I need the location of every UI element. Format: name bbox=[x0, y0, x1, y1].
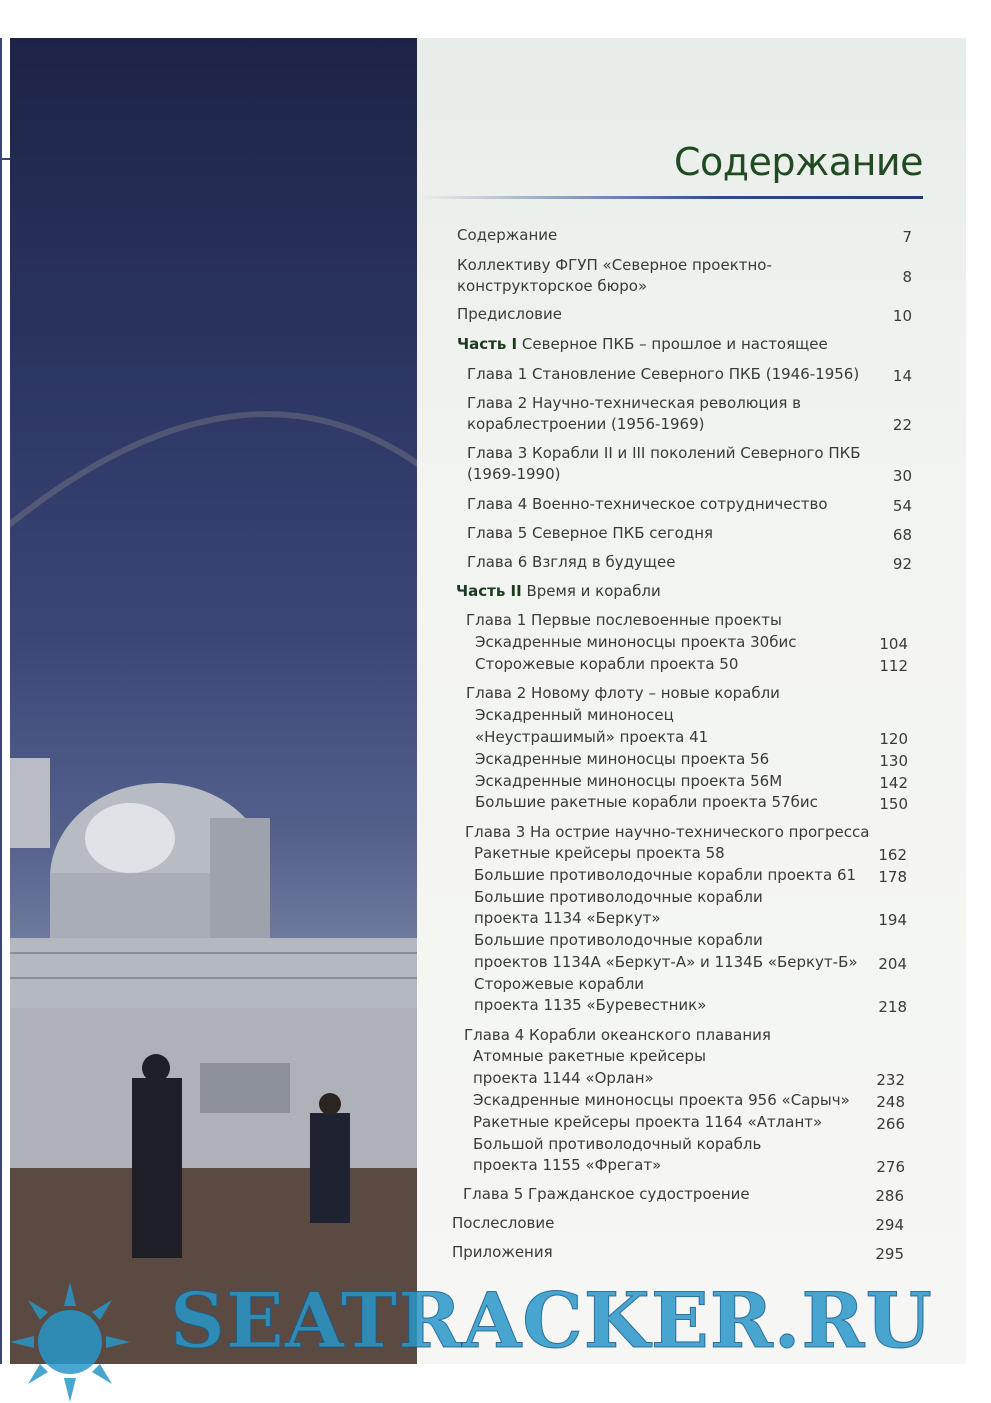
toc-entry[interactable]: Эскадренные миноносцы проекта 56 bbox=[475, 750, 770, 768]
toc-page-number: 232 bbox=[876, 1071, 905, 1089]
toc-entry[interactable]: Атомные ракетные крейсеры bbox=[473, 1047, 706, 1065]
toc-page-number: 194 bbox=[878, 911, 907, 929]
toc-page-number: 22 bbox=[892, 416, 912, 434]
toc-page-number: 218 bbox=[878, 998, 907, 1016]
page-title: Содержание bbox=[674, 140, 923, 184]
toc-page-number: 295 bbox=[875, 1245, 904, 1263]
toc-entry[interactable]: проекта 1155 «Фрегат» bbox=[473, 1156, 662, 1174]
toc-entry[interactable]: Ракетные крейсеры проекта 58 bbox=[474, 844, 725, 862]
toc-page-number: 204 bbox=[878, 955, 907, 973]
toc-entry[interactable]: Глава 3 Корабли II и III поколений Северного ПКБ (1969-1990) bbox=[467, 444, 861, 483]
toc-chapter-heading[interactable]: Глава 4 Корабли океанского плавания bbox=[464, 1026, 771, 1044]
toc-entry[interactable]: Глава 5 Северное ПКБ сегодня bbox=[467, 524, 714, 542]
page-frame-mark bbox=[0, 158, 10, 160]
toc-page-number: 266 bbox=[876, 1115, 905, 1133]
toc-entry[interactable]: Приложения bbox=[452, 1243, 553, 1261]
person-officer bbox=[310, 1113, 350, 1223]
toc-page-number: 7 bbox=[902, 228, 912, 246]
toc-page-number: 294 bbox=[875, 1216, 904, 1234]
toc-page-number: 178 bbox=[878, 868, 907, 886]
toc-page-number: 142 bbox=[879, 774, 908, 792]
toc-page-number: 92 bbox=[892, 555, 912, 573]
toc-chapter-heading[interactable]: Глава 5 Гражданское судостроение bbox=[463, 1185, 750, 1203]
toc-page-number: 112 bbox=[879, 657, 908, 675]
mast-structure bbox=[10, 758, 50, 848]
toc-entry[interactable]: Ракетные крейсеры проекта 1164 «Атлант» bbox=[473, 1113, 823, 1131]
toc-entry[interactable]: проекта 1134 «Беркут» bbox=[474, 909, 661, 927]
title-rule bbox=[420, 196, 923, 199]
toc-entry[interactable]: Содержание bbox=[457, 226, 558, 244]
toc-entry[interactable]: Глава 6 Взгляд в будущее bbox=[467, 553, 676, 571]
toc-chapter-heading[interactable]: Глава 2 Новому флоту – новые корабли bbox=[466, 684, 780, 702]
watermark-text: SEATRACKER.RU bbox=[170, 1276, 933, 1365]
ship-deck-photo bbox=[10, 38, 417, 1364]
toc-entry[interactable]: Коллективу ФГУП «Северное проектно- конструкторское бюро» bbox=[457, 256, 772, 295]
toc-entry[interactable]: «Неустрашимый» проекта 41 bbox=[475, 728, 709, 746]
toc-page-number: 130 bbox=[879, 752, 908, 770]
toc-entry[interactable]: Большие противолодочные корабли проекта 61 bbox=[474, 866, 857, 884]
toc-page-number: 286 bbox=[875, 1187, 904, 1205]
toc-entry[interactable]: Предисловие bbox=[457, 305, 562, 323]
toc-page-number: 68 bbox=[892, 526, 912, 544]
rainbow bbox=[10, 414, 417, 558]
toc-chapter-heading[interactable]: Глава 1 Первые послевоенные проекты bbox=[466, 611, 782, 629]
page-frame-line bbox=[0, 38, 2, 1364]
toc-entry[interactable]: проекта 1135 «Буревестник» bbox=[474, 996, 707, 1014]
toc-entry[interactable]: Большие противолодочные корабли bbox=[474, 888, 763, 906]
toc-entry[interactable]: Эскадренные миноносцы проекта 56М bbox=[475, 772, 783, 790]
toc-part-heading[interactable]: Часть II Время и корабли bbox=[456, 582, 661, 600]
toc-entry[interactable]: Эскадренные миноносцы проекта 956 «Сарыч» bbox=[473, 1091, 850, 1109]
toc-page-number: 248 bbox=[876, 1093, 905, 1111]
toc-entry[interactable]: проектов 1134А «Беркут-А» и 1134Б «Беркут-Б» bbox=[474, 953, 858, 971]
toc-page-number: 30 bbox=[892, 467, 912, 485]
toc-page-number: 150 bbox=[879, 795, 908, 813]
toc-page-number: 120 bbox=[879, 730, 908, 748]
toc-entry[interactable]: проекта 1144 «Орлан» bbox=[473, 1069, 654, 1087]
toc-page-number: 54 bbox=[892, 497, 912, 515]
toc-entry[interactable]: Глава 2 Научно-техническая революция в кораблестроении (1956-1969) bbox=[467, 394, 801, 433]
toc-page-number: 10 bbox=[892, 307, 912, 325]
toc-chapter-heading[interactable]: Глава 3 На острие научно-технического прогресса bbox=[465, 823, 870, 841]
toc-page-number: 104 bbox=[879, 635, 908, 653]
ship-deck-illustration bbox=[10, 38, 417, 1364]
toc-entry[interactable]: Эскадренный миноносец bbox=[475, 706, 674, 724]
toc-page-number: 276 bbox=[876, 1158, 905, 1176]
toc-entry[interactable]: Большой противолодочный корабль bbox=[473, 1135, 762, 1153]
toc-entry[interactable]: Эскадренные миноносцы проекта 30бис bbox=[475, 633, 797, 651]
toc-page-number: 162 bbox=[878, 846, 907, 864]
toc-entry[interactable]: Сторожевые корабли проекта 50 bbox=[475, 655, 739, 673]
toc-part-heading[interactable]: Часть I Северное ПКБ – прошлое и настоящее bbox=[457, 335, 828, 353]
toc-entry[interactable]: Большие ракетные корабли проекта 57бис bbox=[475, 793, 818, 811]
toc-entry[interactable]: Большие противолодочные корабли bbox=[474, 931, 763, 949]
toc-entry[interactable]: Сторожевые корабли bbox=[474, 975, 645, 993]
toc-entry[interactable]: Послесловие bbox=[452, 1214, 555, 1232]
toc-page-number: 8 bbox=[902, 268, 912, 286]
toc-page-number: 14 bbox=[892, 367, 912, 385]
person-sailor bbox=[132, 1078, 182, 1258]
toc-entry[interactable]: Глава 4 Военно-техническое сотрудничество bbox=[467, 495, 828, 513]
deck-railing bbox=[10, 938, 417, 1008]
toc-entry[interactable]: Глава 1 Становление Северного ПКБ (1946-1956) bbox=[467, 365, 860, 383]
